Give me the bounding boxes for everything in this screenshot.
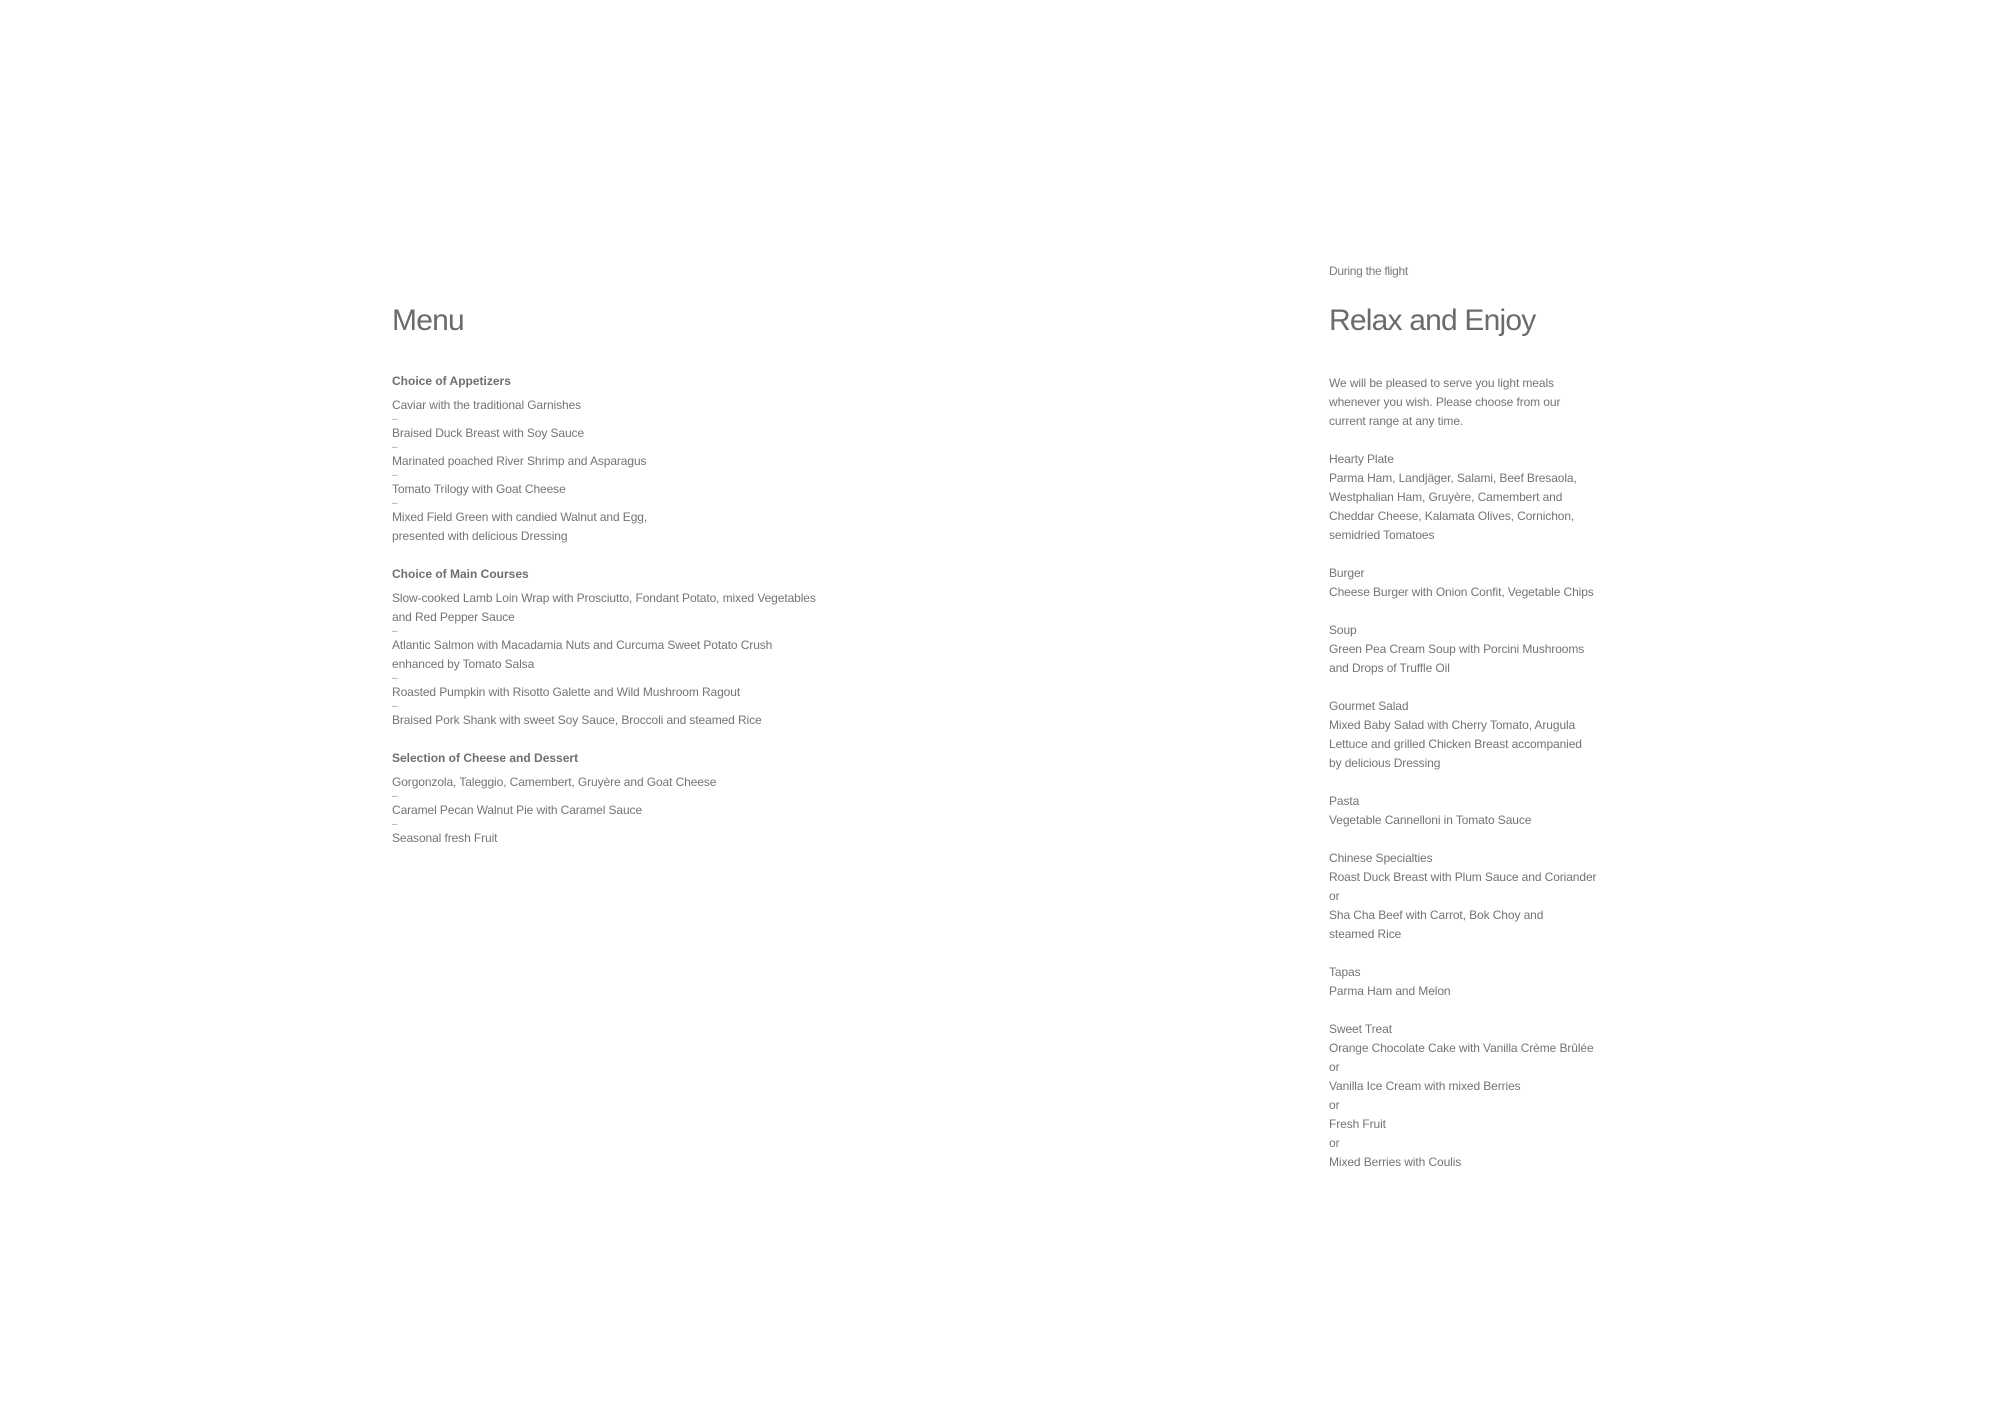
dish-item xyxy=(392,396,952,415)
dish-separator: – xyxy=(392,626,398,637)
light-meal-description: Orange Chocolate Cake with Vanilla Crème Brûlée xyxy=(1329,1041,1594,1055)
dish-separator: – xyxy=(392,414,398,425)
light-meal-item xyxy=(1329,1020,1649,1172)
kicker-label: During the flight xyxy=(1329,264,1408,278)
dish-line: and Red Pepper Sauce xyxy=(392,610,515,624)
dish-line: Caramel Pecan Walnut Pie with Caramel Sauce xyxy=(392,803,643,817)
section-heading: Choice of Appetizers xyxy=(392,374,511,388)
dish-item xyxy=(392,829,952,848)
light-meal-category: Chinese Specialties xyxy=(1329,851,1433,865)
or-divider: or xyxy=(1329,889,1340,903)
light-meal-item xyxy=(1329,697,1649,773)
light-meal-description: Green Pea Cream Soup with Porcini Mushrooms xyxy=(1329,642,1585,656)
light-meal-description: Vanilla Ice Cream with mixed Berries xyxy=(1329,1079,1521,1093)
dish-separator: – xyxy=(392,791,398,802)
light-meal-description: Vegetable Cannelloni in Tomato Sauce xyxy=(1329,813,1532,827)
section-heading: Selection of Cheese and Dessert xyxy=(392,751,579,765)
light-meal-description: semidried Tomatoes xyxy=(1329,528,1435,542)
dish-line: Braised Duck Breast with Soy Sauce xyxy=(392,426,585,440)
light-meal-category: Gourmet Salad xyxy=(1329,699,1409,713)
or-divider: or xyxy=(1329,1136,1340,1150)
menu-title: Menu xyxy=(392,304,464,337)
light-meal-category: Sweet Treat xyxy=(1329,1022,1392,1036)
menu-sections xyxy=(392,374,952,848)
dish-item xyxy=(392,589,952,627)
dish-line: enhanced by Tomato Salsa xyxy=(392,657,535,671)
light-meal-description: Roast Duck Breast with Plum Sauce and Coriander xyxy=(1329,870,1597,884)
dish-line: Slow-cooked Lamb Loin Wrap with Prosciutto, Fondant Potato, mixed Vegetables xyxy=(392,591,816,605)
light-meal-category: Pasta xyxy=(1329,794,1360,808)
dish-item xyxy=(392,508,952,546)
dish-item xyxy=(392,424,952,443)
light-meal-category: Burger xyxy=(1329,566,1365,580)
dish-item xyxy=(392,801,952,820)
dish-line: presented with delicious Dressing xyxy=(392,529,568,543)
dish-separator: – xyxy=(392,701,398,712)
intro-line: We will be pleased to serve you light meals xyxy=(1329,376,1554,390)
light-meal-description: Cheddar Cheese, Kalamata Olives, Cornichon, xyxy=(1329,509,1575,523)
light-meal-description: and Drops of Truffle Oil xyxy=(1329,661,1450,675)
dish-item xyxy=(392,452,952,471)
light-meal-item xyxy=(1329,963,1649,1001)
light-meal-description: Sha Cha Beef with Carrot, Bok Choy and xyxy=(1329,908,1544,922)
light-meal-item xyxy=(1329,564,1649,602)
dish-separator: – xyxy=(392,819,398,830)
light-meal-description: Parma Ham, Landjäger, Salami, Beef Bresaola, xyxy=(1329,471,1577,485)
dish-separator: – xyxy=(392,470,398,481)
dish-line: Seasonal fresh Fruit xyxy=(392,831,498,845)
menu-section xyxy=(392,374,952,546)
dish-separator: – xyxy=(392,498,398,509)
or-divider: or xyxy=(1329,1098,1340,1112)
light-meal-list xyxy=(1329,450,1649,1172)
dish-line: Marinated poached River Shrimp and Asparagus xyxy=(392,454,647,468)
dish-item xyxy=(392,773,952,792)
menu-column xyxy=(392,303,952,848)
menu-section xyxy=(392,567,952,730)
light-meal-category: Soup xyxy=(1329,623,1357,637)
light-meal-item xyxy=(1329,450,1649,545)
light-meal-description: steamed Rice xyxy=(1329,927,1402,941)
light-meal-description: Lettuce and grilled Chicken Breast accompanied xyxy=(1329,737,1582,751)
light-meal-category: Tapas xyxy=(1329,965,1361,979)
dish-item xyxy=(392,480,952,499)
relax-title: Relax and Enjoy xyxy=(1329,304,1536,337)
relax-column xyxy=(1329,264,1649,1191)
menu-section xyxy=(392,751,952,848)
light-meal-item xyxy=(1329,792,1649,830)
intro-line: current range at any time. xyxy=(1329,414,1464,428)
light-meal-description: Cheese Burger with Onion Confit, Vegetable Chips xyxy=(1329,585,1594,599)
intro-line: whenever you wish. Please choose from our xyxy=(1329,395,1561,409)
dish-item xyxy=(392,711,952,730)
dish-separator: – xyxy=(392,442,398,453)
light-meal-description: Mixed Berries with Coulis xyxy=(1329,1155,1462,1169)
light-meal-description: Fresh Fruit xyxy=(1329,1117,1386,1131)
dish-line: Tomato Trilogy with Goat Cheese xyxy=(392,482,566,496)
light-meal-category: Hearty Plate xyxy=(1329,452,1394,466)
dish-line: Roasted Pumpkin with Risotto Galette and Wild Mushroom Ragout xyxy=(392,685,741,699)
dish-line: Braised Pork Shank with sweet Soy Sauce, Broccoli and steamed Rice xyxy=(392,713,762,727)
light-meal-description: by delicious Dressing xyxy=(1329,756,1441,770)
dish-line: Mixed Field Green with candied Walnut and Egg, xyxy=(392,510,648,524)
or-divider: or xyxy=(1329,1060,1340,1074)
dish-item xyxy=(392,683,952,702)
light-meal-description: Mixed Baby Salad with Cherry Tomato, Arugula xyxy=(1329,718,1576,732)
dish-line: Caviar with the traditional Garnishes xyxy=(392,398,582,412)
dish-line: Gorgonzola, Taleggio, Camembert, Gruyère and Goat Cheese xyxy=(392,775,717,789)
intro-text xyxy=(1329,374,1649,431)
light-meal-item xyxy=(1329,849,1649,944)
right-page xyxy=(1000,0,2000,1414)
dish-separator: – xyxy=(392,673,398,684)
dish-item xyxy=(392,636,952,674)
section-heading: Choice of Main Courses xyxy=(392,567,529,581)
light-meal-description: Parma Ham and Melon xyxy=(1329,984,1451,998)
light-meal-item xyxy=(1329,621,1649,678)
dish-line: Atlantic Salmon with Macadamia Nuts and Curcuma Sweet Potato Crush xyxy=(392,638,773,652)
light-meal-description: Westphalian Ham, Gruyère, Camembert and xyxy=(1329,490,1563,504)
